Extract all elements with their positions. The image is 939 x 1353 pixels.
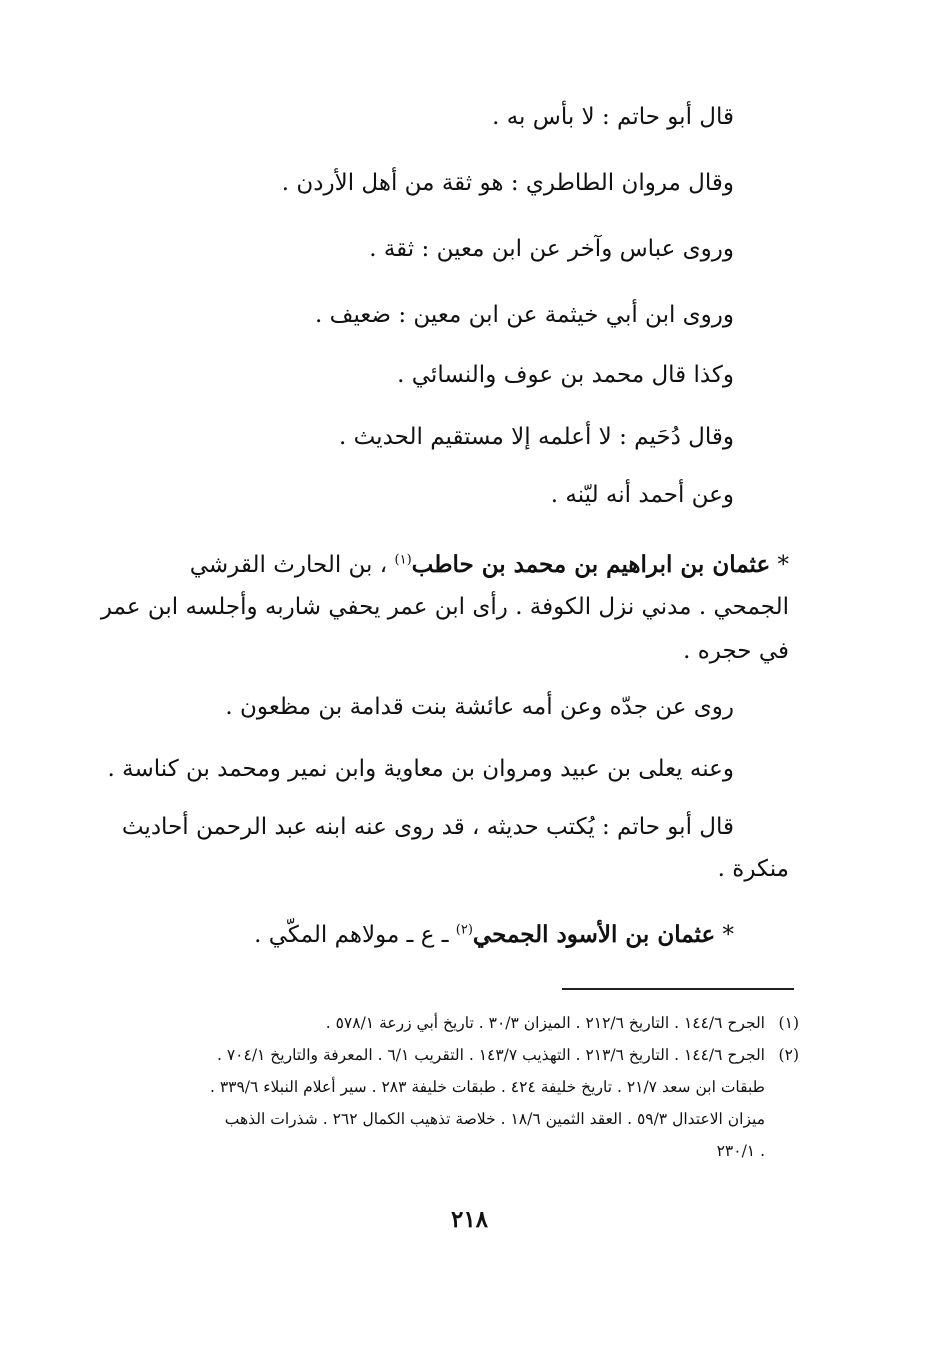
text-line: وعن أحمد أنه ليّنه .: [550, 482, 734, 508]
entry-star: *: [777, 552, 789, 578]
text-line: في حجره .: [683, 638, 789, 664]
text-line: وقال دُحَيم : لا أعلمه إلا مستقيم الحديث .: [338, 424, 734, 450]
footnote-number: (١): [778, 1014, 799, 1032]
footnote-divider: [562, 988, 794, 990]
footnote-number: (٢): [778, 1046, 799, 1064]
entry-name: عثمان بن الأسود الجمحي: [472, 921, 716, 948]
text-line: وقال مروان الطاطري : هو ثقة من أهل الأردن .: [281, 170, 734, 196]
text-line: قال أبو حاتم : لا بأس به .: [492, 104, 734, 130]
footnote-line: ميزان الاعتدال ٥٩/٣ . العقد الثمين ١٨/٦ . خلاصة تذهيب الكمال ٢٦٢ . شذرات الذهب: [224, 1110, 765, 1128]
entry-text: ، بن الحارث القرشي: [189, 552, 388, 578]
text-line: وروى ابن أبي خيثمة عن ابن معين : ضعيف .: [315, 302, 734, 328]
entry-text: ـ ع ـ مولاهم المكّي .: [254, 922, 449, 948]
entry-star: *: [722, 922, 734, 948]
footnote-text: الجرح ١٤٤/٦ . التاريخ ٢١٢/٦ . الميزان ٣٠/٣ . تاريخ أبي زرعة ٥٧٨/١ .: [325, 1014, 765, 1032]
footnote-marker: (١): [394, 552, 412, 568]
page-number: ٢١٨: [450, 1206, 489, 1233]
footnote-line: ٢٣٠/١ .: [716, 1142, 765, 1160]
text-line: منكرة .: [717, 856, 789, 882]
footnote-marker: (٢): [455, 922, 473, 938]
text-line: وروى عباس وآخر عن ابن معين : ثقة .: [369, 236, 734, 262]
footnote-line: طبقات ابن سعد ٢١/٧ . تاريخ خليفة ٤٢٤ . طبقات خليفة ٢٨٣ . سير أعلام النبلاء ٣٣٩/٦ .: [209, 1078, 765, 1096]
text-line: الجمحي . مدني نزل الكوفة . رأى ابن عمر يحفي شاربه وأجلسه ابن عمر: [100, 594, 789, 620]
entry-heading: [254, 918, 734, 952]
text-line: قال أبو حاتم : يُكتب حديثه ، قد روى عنه ابنه عبد الرحمن أحاديث: [121, 814, 734, 840]
text-line: روى عن جدّه وعن أمه عائشة بنت قدامة بن مظعون .: [225, 694, 734, 720]
entry-heading: [190, 548, 789, 582]
entry-name: عثمان بن ابراهيم بن محمد بن حاطب: [411, 551, 771, 578]
footnote-text: الجرح ١٤٤/٦ . التاريخ ٢١٣/٦ . التهذيب ١٤٣/٧ . التقريب ٦/١ . المعرفة والتاريخ ٧٠٤/١ .: [216, 1046, 765, 1064]
footnote-1: [326, 1010, 799, 1036]
footnote-2: [217, 1042, 799, 1068]
text-line: وكذا قال محمد بن عوف والنسائي .: [397, 362, 734, 388]
text-line: وعنه يعلى بن عبيد ومروان بن معاوية وابن نمير ومحمد بن كناسة .: [107, 756, 734, 782]
